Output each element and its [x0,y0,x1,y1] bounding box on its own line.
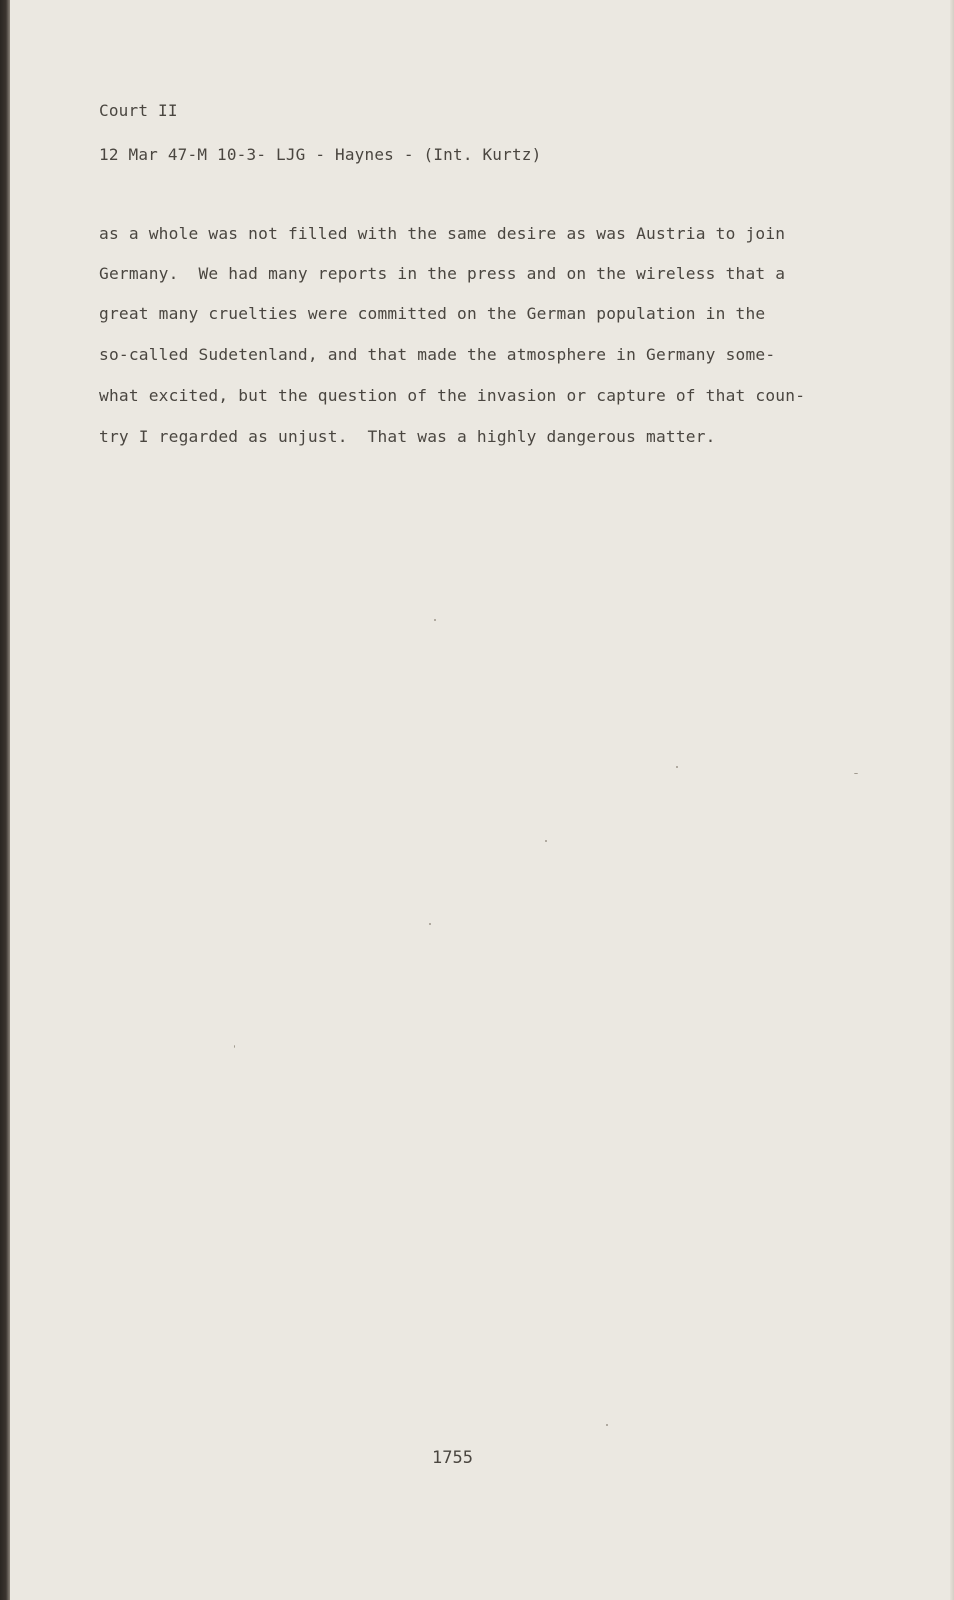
paper-speck [429,923,431,925]
page-number: 1755 [432,1448,473,1468]
court-heading: Court II [99,101,178,120]
body-line-5: what excited, but the question of the invasion or capture of that coun- [99,386,806,405]
scan-left-edge [0,0,10,1600]
body-line-4: so-called Sudetenland, and that made the atmosphere in Germany some- [99,345,776,364]
paper-speck [434,619,436,621]
paper-speck [676,766,678,768]
paper-speck [854,773,858,774]
body-line-3: great many cruelties were committed on the German population in the [99,304,766,323]
paper-speck [545,840,547,842]
session-line: 12 Mar 47-M 10-3- LJG - Haynes - (Int. Kurtz) [99,145,542,164]
paper-speck [606,1424,608,1426]
body-line-2: Germany. We had many reports in the press and on the wireless that a [99,264,786,283]
paper-right-edge [950,0,954,1600]
document-page [10,0,954,1600]
paper-speck [234,1045,235,1048]
body-line-1: as a whole was not filled with the same desire as was Austria to join [99,224,786,243]
body-line-6: try I regarded as unjust. That was a highly dangerous matter. [99,427,716,446]
